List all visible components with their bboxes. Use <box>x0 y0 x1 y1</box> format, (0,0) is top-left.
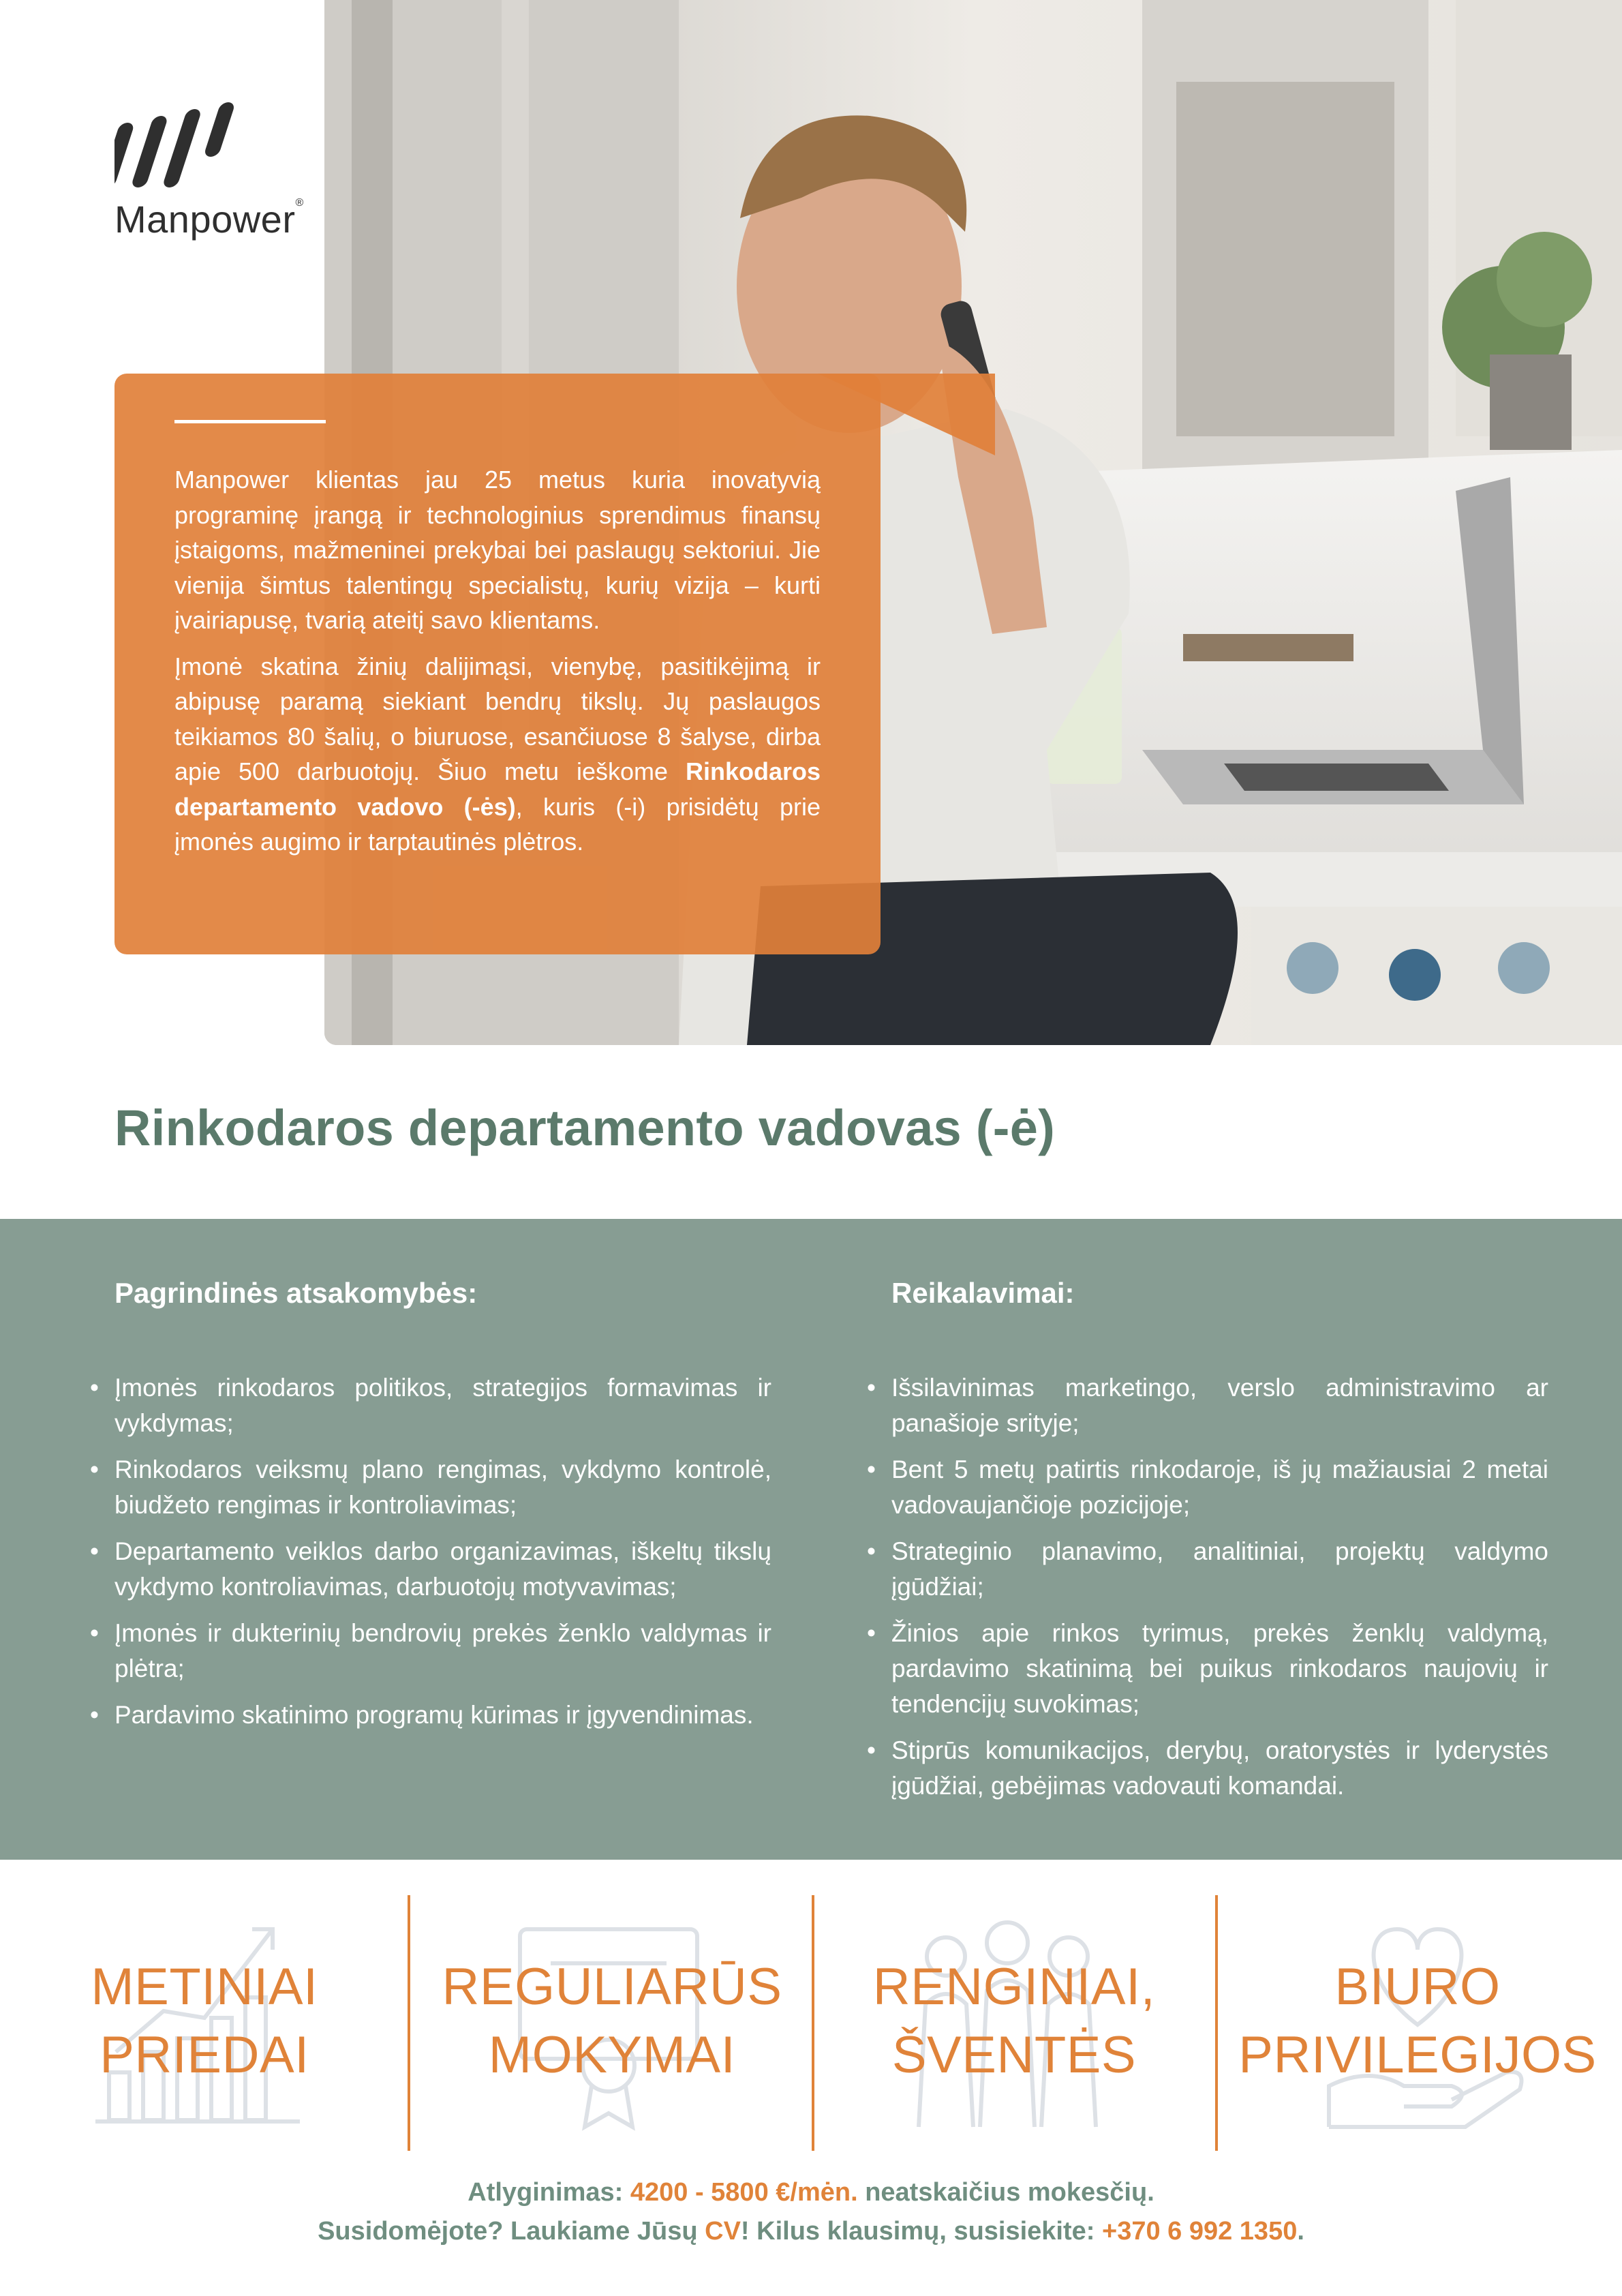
responsibilities-list <box>114 1370 771 1744</box>
requirement-item: • Strateginio planavimo, analitiniai, projektų valdymo įgūdžiai; <box>891 1534 1548 1605</box>
benefit-regular-training-label: REGULIARŪS MOKYMAI <box>442 1958 782 2084</box>
intro-box <box>114 374 881 954</box>
benefit-annual-bonus <box>14 1902 395 2147</box>
benefit-annual-bonus-label: METINIAI PRIEDAI <box>91 1958 318 2084</box>
benefit-events-label: RENGINIAI, ŠVENTĖS <box>872 1958 1156 2084</box>
benefit-office-perks <box>1227 1902 1608 2147</box>
requirements-list <box>891 1370 1548 1815</box>
benefit-divider <box>408 1895 410 2151</box>
job-title: Rinkodaros departamento vadovas (-ė) <box>114 1100 1056 1156</box>
benefit-divider <box>1215 1895 1218 2151</box>
responsibilities-column <box>114 1277 771 1729</box>
intro-divider-line <box>174 420 326 423</box>
requirements-column <box>891 1277 1548 1800</box>
salary-line: Atlyginimas: 4200 - 5800 €/mėn. neatskaičius mokesčių. <box>468 2178 1154 2207</box>
requirement-item: • Išsilavinimas marketingo, verslo administravimo ar panašioje srityje; <box>891 1370 1548 1441</box>
requirement-item: • Bent 5 metų patirtis rinkodaroje, iš jų mažiausiai 2 metai vadovaujančioje pozicijoje; <box>891 1452 1548 1523</box>
phone-number[interactable]: +370 6 992 1350 <box>1102 2217 1298 2246</box>
manpower-logo-mark <box>114 102 258 187</box>
intro-paragraph-2: Įmonė skatina žinių dalijimąsi, vienybę, pasitikėjimą ir abipusę paramą siekiant bendrų tikslų. Jų paslaugos teikiamos 80 šalių, o biuruose, esančiuose 8 šalyse, dirba apie 500 darbuotojų. Šiuo metu ieškome Rinkodaros departamento vadovo (-ės), kuris (-i) prisidėtų prie įmonės augimo ir tarptautinės plėtros. <box>174 652 821 856</box>
responsibilities-heading: Pagrindinės atsakomybės: <box>114 1277 478 1309</box>
contact-line: Susidomėjote? Laukiame Jūsų CV! Kilus klausimų, susisiekite: +370 6 992 1350. <box>318 2217 1304 2246</box>
manpower-logo <box>114 102 305 241</box>
benefit-office-perks-label: BIURO PRIVILEGIJOS <box>1238 1958 1597 2084</box>
salary-value: 4200 - 5800 €/mėn. <box>630 2178 858 2207</box>
benefit-events <box>823 1902 1205 2147</box>
manpower-wordmark: Manpower® <box>114 197 304 241</box>
requirement-item: • Žinios apie rinkos tyrimus, prekės ženklų valdymą, pardavimo skatinimą bei puikus rinkodaros naujovių ir tendencijų suvokimas; <box>891 1616 1548 1722</box>
benefit-regular-training <box>421 1902 803 2147</box>
responsibility-item: • Departamento veiklos darbo organizavimas, iškeltų tikslų vykdymo kontroliavimas, darbuotojų motyvavimas; <box>114 1534 771 1605</box>
job-details-section <box>0 1219 1622 1860</box>
responsibility-item: • Įmonės rinkodaros politikos, strategijos formavimas ir vykdymas; <box>114 1370 771 1441</box>
benefit-divider <box>812 1895 814 2151</box>
responsibility-item: • Rinkodaros veiksmų plano rengimas, vykdymo kontrolė, biudžeto rengimas ir kontroliavimas; <box>114 1452 771 1523</box>
responsibility-item: • Įmonės ir dukterinių bendrovių prekės ženklo valdymas ir plėtra; <box>114 1616 771 1687</box>
intro-text <box>174 462 821 871</box>
responsibility-item: • Pardavimo skatinimo programų kūrimas ir įgyvendinimas. <box>114 1697 771 1733</box>
cv-link[interactable]: CV <box>705 2217 741 2246</box>
requirements-heading: Reikalavimai: <box>891 1277 1075 1309</box>
requirement-item: • Stiprūs komunikacijos, derybų, oratorystės ir lyderystės įgūdžiai, gebėjimas vadovauti komandai. <box>891 1733 1548 1804</box>
intro-paragraph-1: Manpower klientas jau 25 metus kuria inovatyvią programinę įrangą ir technologinius sprendimus finansų įstaigoms, mažmeninei prekybai bei paslaugų sektoriui. Jie vienija šimtus talentingų specialistų, kurių vizija – kurti įvairiapusę, tvarią ateitį savo klientams. <box>174 466 821 634</box>
